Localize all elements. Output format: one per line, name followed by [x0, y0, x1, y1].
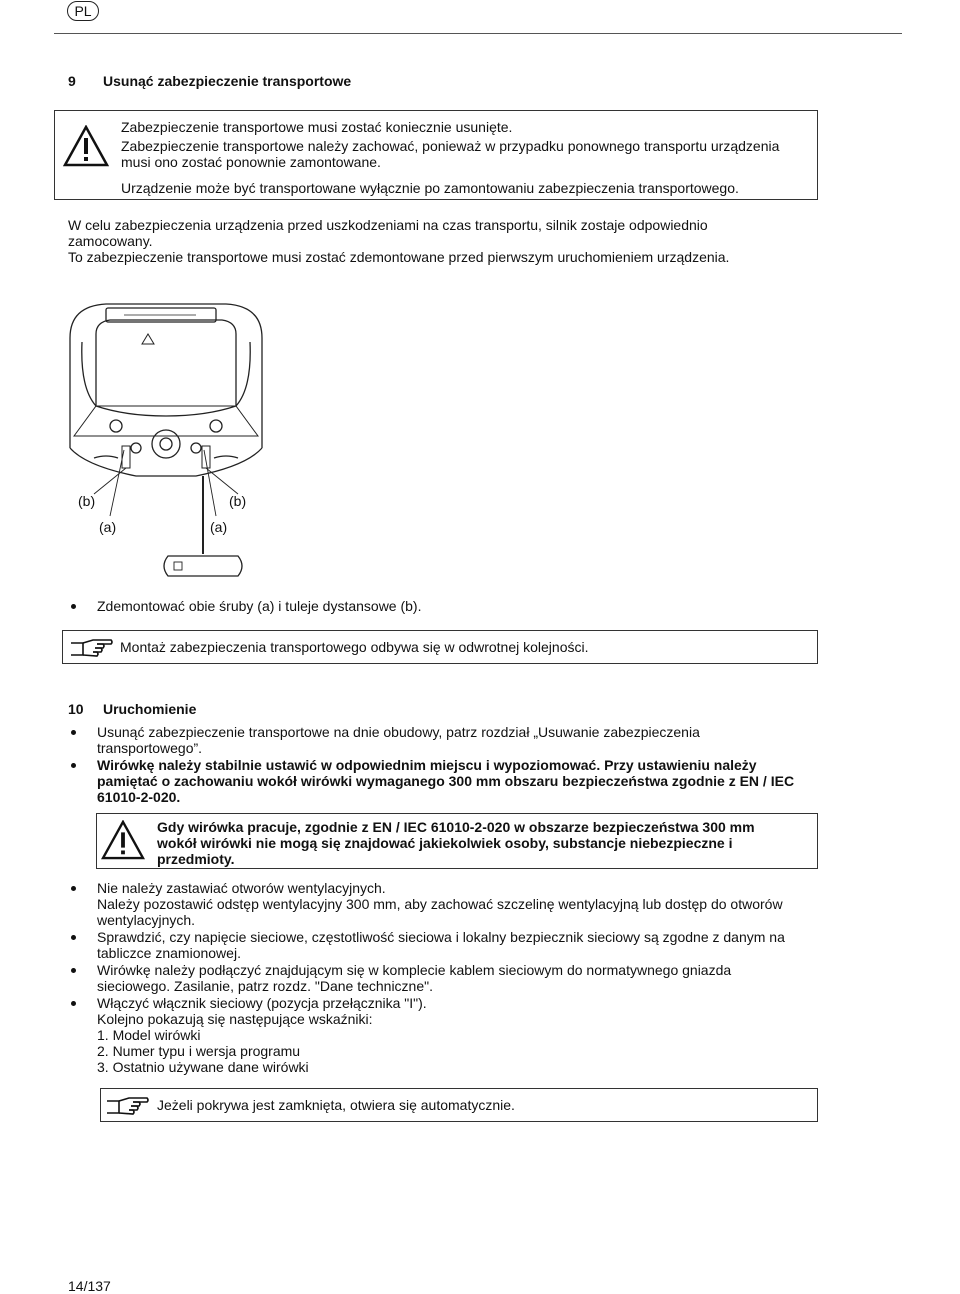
list-item-text: Nie należy zastawiać otworów wentylacyjnych. [97, 880, 386, 896]
warning-line: Zabezpieczenie transportowe musi zostać koniecznie usunięte. [121, 119, 513, 135]
label-screw-left: (a) [99, 519, 117, 535]
section-9-title: Usunąć zabezpieczenie transportowe [103, 73, 352, 89]
list-item [68, 757, 848, 805]
label-spacer-right: (b) [229, 493, 247, 509]
list-item [68, 995, 848, 1075]
list-item-text: Należy pozostawić odstęp wentylacyjny 300 mm, aby zachować szczelinę wentylacyjną lub dostęp do otworów [97, 896, 783, 912]
warning-line: przedmioty. [157, 851, 235, 867]
list-item-text: Kolejno pokazują się następujące wskaźniki: [97, 1011, 373, 1027]
warning-triangle-icon [101, 820, 145, 860]
list-item-text: pamiętać o zachowaniu wokół wirówki wymaganego 300 mm obszaru bezpieczeństwa zgodnie z EN / IEC [97, 773, 795, 789]
header-divider [54, 33, 902, 34]
language-badge: PL [67, 1, 99, 21]
warning-line: Gdy wirówka pracuje, zgodnie z EN / IEC 61010-2-020 w obszarze bezpieczeństwa 300 mm [157, 819, 755, 835]
list-item-text: Wirówkę należy stabilnie ustawić w odpowiednim miejscu i wypoziomować. Przy ustawieniu należy [97, 757, 757, 773]
removal-steps [68, 598, 848, 615]
list-item [68, 962, 848, 994]
centrifuge-bottom-illustration [66, 298, 266, 588]
warning-line: Urządzenie może być transportowane wyłącznie po zamontowaniu zabezpieczenia transportowego. [121, 180, 739, 196]
list-item-text: Zdemontować obie śruby (a) i tuleje dystansowe (b). [97, 598, 422, 614]
list-item-text: wentylacyjnych. [97, 912, 196, 928]
list-item [68, 929, 848, 961]
list-item-text: 1. Model wirówki [97, 1027, 201, 1043]
lid-note-text: Jeżeli pokrywa jest zamknięta, otwiera się automatycznie. [157, 1097, 515, 1113]
list-item-text: Usunąć zabezpieczenie transportowe na dnie obudowy, patrz rozdział „Usuwanie zabezpieczenia [97, 724, 700, 740]
list-item-text: Wirówkę należy podłączyć znajdującym się w komplecie kablem sieciowym do normatywnego gniazda [97, 962, 732, 978]
pointing-hand-icon [105, 1095, 149, 1117]
section-10-title: Uruchomienie [103, 701, 197, 717]
warning-line: wokół wirówki nie mogą się znajdować jakiekolwiek osoby, substancje niebezpieczne i [157, 835, 733, 851]
paragraph-line: zamocowany. [68, 233, 153, 249]
label-screw-right: (a) [210, 519, 228, 535]
startup-steps-bottom [68, 880, 848, 1076]
transport-paragraph [68, 217, 848, 265]
list-item-text: sieciowego. Zasilanie, patrz rozdz. "Dane techniczne". [97, 978, 433, 994]
list-item-text: tabliczce znamionowej. [97, 945, 241, 961]
transport-warning-text [121, 119, 811, 196]
list-item-text: 2. Numer typu i wersja programu [97, 1043, 301, 1059]
paragraph-line: W celu zabezpieczenia urządzenia przed uszkodzeniami na czas transportu, silnik zostaje odpowiednio [68, 217, 708, 233]
section-10-number: 10 [68, 701, 84, 717]
startup-steps-top [68, 724, 848, 806]
safety-area-warning-box [96, 813, 818, 869]
transport-warning-box [54, 110, 818, 200]
reassembly-note-box [62, 630, 818, 664]
label-spacer-left: (b) [78, 493, 96, 509]
section-9-number: 9 [68, 73, 76, 89]
list-item-text: Sprawdzić, czy napięcie sieciowe, częstotliwość sieciowa i lokalny bezpiecznik sieciowy są zgodne z danym na [97, 929, 785, 945]
warning-triangle-icon [63, 125, 109, 167]
list-item-text: 3. Ostatnio używane dane wirówki [97, 1059, 309, 1075]
list-item [68, 598, 848, 614]
page-number: 14/137 [68, 1278, 111, 1294]
warning-line: musi ono zostać ponownie zamontowane. [121, 154, 381, 170]
pointing-hand-icon [69, 637, 113, 659]
paragraph-line: To zabezpieczenie transportowe musi zostać zdemontowane przed pierwszym uruchomieniem urządzenia. [68, 249, 730, 265]
lid-note-box [100, 1088, 818, 1122]
list-item-text: Włączyć włącznik sieciowy (pozycja przełącznika "I"). [97, 995, 427, 1011]
list-item [68, 880, 848, 928]
reassembly-note-text: Montaż zabezpieczenia transportowego odbywa się w odwrotnej kolejności. [120, 639, 589, 655]
safety-area-warning-text [157, 819, 813, 867]
warning-line: Zabezpieczenie transportowe należy zachować, ponieważ w przypadku ponownego transportu urządzenia [121, 138, 780, 154]
list-item-text: 61010-2-020. [97, 789, 181, 805]
list-item-text: transportowego”. [97, 740, 203, 756]
list-item [68, 724, 848, 756]
